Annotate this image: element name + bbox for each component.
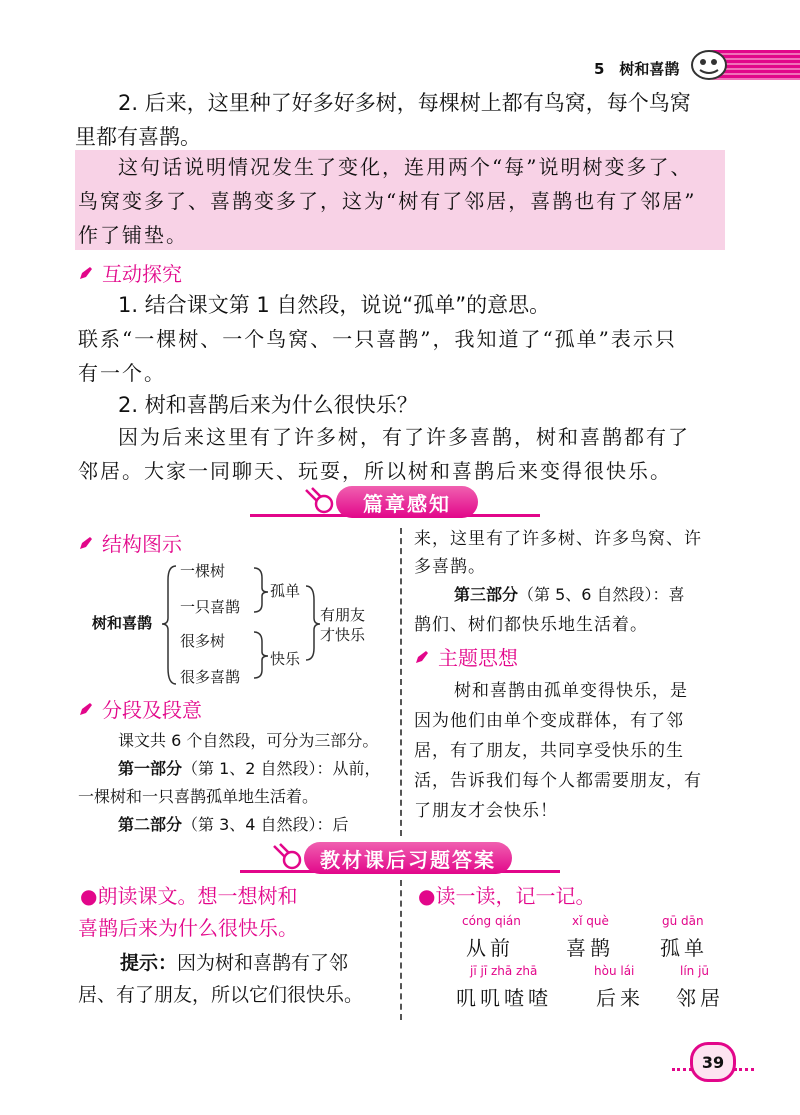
sections-intro: 课文共 6 个自然段，可分为三部分。 xyxy=(118,731,379,750)
word-hanzi: 从前 xyxy=(466,936,514,960)
word-hanzi: 孤单 xyxy=(660,936,708,960)
section1-label: 第一部分 xyxy=(118,759,183,778)
word-hanzi: 后来 xyxy=(596,986,644,1010)
theme-title: 主题思想 xyxy=(438,646,518,670)
word-hanzi: 邻居 xyxy=(676,986,724,1010)
section1-line1 xyxy=(118,756,381,779)
exercise2-title: ●读一读，记一记。 xyxy=(418,884,596,908)
para2-line1: 2. 后来，这里种了好多好多树，每棵树上都有鸟窝，每个鸟窝 xyxy=(118,91,691,115)
section1-line1-text: （第 1、2 自然段）：从前， xyxy=(182,759,381,778)
answer-1-line2: 有一个。 xyxy=(78,361,166,385)
section3-label: 第三部分 xyxy=(454,585,519,604)
structure-result-line2: 才快乐 xyxy=(320,626,366,644)
structure-many-magpies: 很多喜鹊 xyxy=(180,668,241,686)
structure-one-magpie: 一只喜鹊 xyxy=(180,598,241,616)
structure-result-line1: 有朋友 xyxy=(320,606,366,624)
section1-line2: 一棵树和一只喜鹊孤单地生活着。 xyxy=(78,787,319,806)
structure-many-trees: 很多树 xyxy=(180,632,226,650)
theme-line5: 了朋友才会快乐！ xyxy=(414,801,558,821)
word-pinyin: cóng qián xyxy=(462,914,521,928)
hint-text: 因为树和喜鹊有了邻 xyxy=(177,952,349,974)
banner-section-perception: 篇章感知 xyxy=(336,486,478,518)
section2-label: 第二部分 xyxy=(118,815,183,834)
word-pinyin: jī jī zhā zhā xyxy=(470,964,538,978)
theme-heading xyxy=(414,642,518,671)
page-number: 39 xyxy=(690,1042,736,1082)
theme-line1: 树和喜鹊由孤单变得快乐，是 xyxy=(454,681,688,701)
section2-line1-text: （第 3、4 自然段）：后 xyxy=(182,815,349,834)
interactive-heading xyxy=(78,258,182,287)
section2-cont-line1: 来，这里有了许多树、许多鸟窝、许 xyxy=(414,529,702,549)
exercise1-line1: ●朗读课文。想一想树和 xyxy=(80,884,298,908)
theme-line4: 活，告诉我们每个人都需要朋友，有 xyxy=(414,771,702,791)
section3-line1 xyxy=(454,582,685,605)
page-number-dots-left xyxy=(672,1068,692,1071)
answer-2-line2: 邻居。大家一同聊天、玩耍，所以树和喜鹊后来变得很快乐。 xyxy=(78,459,672,483)
section2-cont-line2: 多喜鹊。 xyxy=(414,557,486,577)
word-hanzi: 叽叽喳喳 xyxy=(456,986,552,1010)
lesson-header: 5 树和喜鹊 xyxy=(594,60,680,78)
exercise1-hint-line2: 居、有了朋友，所以它们很快乐。 xyxy=(78,984,364,1006)
sections-heading xyxy=(78,694,202,723)
exercise1-hint-line1 xyxy=(120,948,348,975)
word-pinyin: hòu lái xyxy=(594,964,635,978)
banner-scroll-icon xyxy=(302,484,338,516)
banner-scroll-icon xyxy=(270,840,306,872)
structure-one-tree: 一棵树 xyxy=(180,562,226,580)
page-number-dots-right xyxy=(734,1068,754,1071)
pencil-icon xyxy=(78,535,94,551)
question-2: 2. 树和喜鹊后来为什么很快乐？ xyxy=(118,393,418,417)
interactive-title: 互动探究 xyxy=(102,262,182,286)
exercise1-line2: 喜鹊后来为什么很快乐。 xyxy=(78,916,298,940)
structure-title: 结构图示 xyxy=(102,532,182,556)
pencil-icon xyxy=(78,265,94,281)
pencil-icon xyxy=(78,701,94,717)
structure-heading xyxy=(78,528,182,557)
answer-1-line1: 联系“一棵树、一个鸟窝、一只喜鹊”，我知道了“孤单”表示只 xyxy=(78,327,677,351)
theme-line3: 居，有了朋友，共同享受快乐的生 xyxy=(414,741,684,761)
question-1: 1. 结合课文第 1 自然段，说说“孤单”的意思。 xyxy=(118,293,551,317)
note-line1: 这句话说明情况发生了变化，连用两个“每”说明树变多了、 xyxy=(118,155,693,179)
sections-title: 分段及段意 xyxy=(102,698,202,722)
theme-line2: 因为他们由单个变成群体，有了邻 xyxy=(414,711,684,731)
column-divider-2 xyxy=(400,880,402,1020)
section2-line1 xyxy=(118,812,349,835)
word-pinyin: xǐ què xyxy=(572,914,609,928)
section3-line2: 鹊们、树们都快乐地生活着。 xyxy=(414,615,648,635)
hint-label: 提示： xyxy=(120,952,178,974)
para2-line2: 里都有喜鹊。 xyxy=(75,125,201,149)
note-line2: 鸟窝变多了、喜鹊变多了，这为“树有了邻居，喜鹊也有了邻居” xyxy=(78,189,697,213)
word-pinyin: gū dān xyxy=(662,914,704,928)
banner-textbook-answers: 教材课后习题答案 xyxy=(304,842,512,874)
answer-2-line1: 因为后来这里有了许多树，有了许多喜鹊，树和喜鹊都有了 xyxy=(118,425,690,449)
note-line3: 作了铺垫。 xyxy=(78,223,188,247)
word-hanzi: 喜鹊 xyxy=(566,936,614,960)
structure-lonely: 孤单 xyxy=(270,582,301,600)
pencil-icon xyxy=(414,649,430,665)
section3-line1-text: （第 5、6 自然段）：喜 xyxy=(518,585,685,604)
lesson-logo-icon xyxy=(688,48,730,82)
word-pinyin: lín jū xyxy=(680,964,710,978)
column-divider xyxy=(400,528,402,836)
structure-root: 树和喜鹊 xyxy=(92,614,153,632)
structure-happy: 快乐 xyxy=(270,650,301,668)
